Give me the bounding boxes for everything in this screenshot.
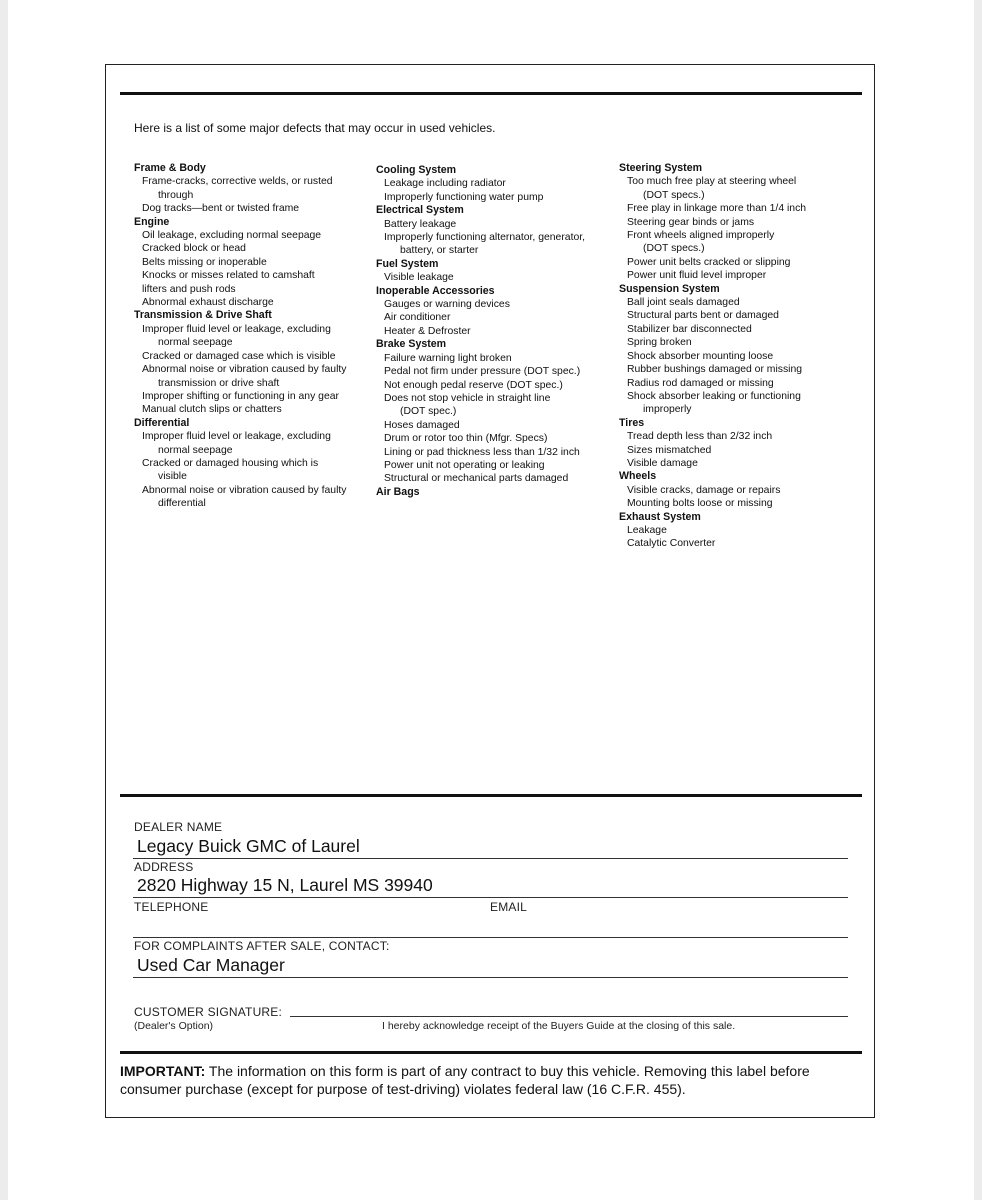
acknowledge-note: I hereby acknowledge receipt of the Buyers Guide at the closing of this sale. (382, 1020, 736, 1032)
defect-item-continuation: differential (158, 498, 206, 510)
defect-item-text: Battery leakage (384, 218, 457, 230)
defect-item-text: Knocks or misses related to camshaft (142, 270, 315, 282)
defect-item-text: Power unit belts cracked or slipping (627, 256, 791, 268)
defect-item (619, 430, 855, 443)
defect-item-text: Power unit not operating or leaking (384, 459, 545, 471)
defect-item (134, 296, 370, 309)
defect-item-text: Ball joint seals damaged (627, 297, 740, 309)
defect-item (619, 175, 855, 202)
defect-item-text: Front wheels aligned improperly (627, 230, 775, 242)
defect-item-text: Visible cracks, damage or repairs (627, 484, 781, 496)
defect-item (134, 484, 370, 511)
defect-item (619, 484, 855, 497)
defect-item-text: Power unit fluid level improper (627, 270, 767, 282)
important-text: The information on this form is part of any contract to buy this vehicle. Removing this label before consumer purchase (except for purpose of test-driving) violates federal law (16 C.F.R. 455). (120, 1063, 810, 1097)
important-label: IMPORTANT: (120, 1063, 206, 1079)
defect-item (134, 403, 370, 416)
defect-item-text: Stabilizer bar disconnected (627, 323, 752, 335)
dealer-name-line (133, 858, 848, 859)
defect-item-text: Improper fluid level or leakage, excluding (142, 323, 331, 335)
defect-item-text: Improperly functioning water pump (384, 191, 544, 203)
defect-section-title: Fuel System (376, 257, 439, 270)
defect-item-text: Leakage (627, 524, 667, 536)
defect-item-text: lifters and push rods (142, 283, 236, 295)
defect-item-text: Structural or mechanical parts damaged (384, 473, 569, 485)
defect-item (376, 379, 612, 392)
defect-item (376, 231, 612, 258)
defect-item-text: Abnormal exhaust discharge (142, 297, 274, 309)
intro-text: Here is a list of some major defects that may occur in used vehicles. (134, 121, 496, 135)
complaints-line (133, 977, 848, 978)
defect-item (619, 323, 855, 336)
complaints-label: FOR COMPLAINTS AFTER SALE, CONTACT: (134, 939, 390, 953)
defect-section-title: Air Bags (376, 485, 420, 498)
defect-item (134, 269, 370, 282)
defect-item (619, 216, 855, 229)
dealer-name-label: DEALER NAME (134, 820, 223, 834)
defect-item (619, 296, 855, 309)
defect-item-text: Heater & Defroster (384, 325, 471, 337)
defect-item-text: Lining or pad thickness less than 1/32 inch (384, 446, 580, 458)
defect-item-text: Too much free play at steering wheel (627, 176, 797, 188)
defect-section-title: Inoperable Accessories (376, 284, 495, 297)
defect-item (619, 256, 855, 269)
defect-item-continuation: through (158, 189, 194, 201)
defect-item-continuation: battery, or starter (400, 245, 479, 257)
address-label: ADDRESS (134, 860, 194, 874)
defect-item (376, 446, 612, 459)
defect-item-text: Hoses damaged (384, 419, 460, 431)
defect-item (619, 269, 855, 282)
defect-section-title: Exhaust System (619, 510, 701, 523)
top-rule (120, 92, 862, 95)
defect-item (619, 537, 855, 550)
defect-item-text: Improper shifting or functioning in any gear (142, 390, 339, 402)
defect-item (619, 202, 855, 215)
defects-column-1 (134, 162, 370, 511)
complaints-value: Used Car Manager (137, 955, 285, 975)
email-label: EMAIL (490, 900, 528, 914)
defect-item-text: Improperly functioning alternator, generator, (384, 232, 586, 244)
defect-item (619, 363, 855, 376)
telephone-label: TELEPHONE (134, 900, 209, 914)
dealer-name-value: Legacy Buick GMC of Laurel (137, 836, 360, 856)
defect-item (376, 177, 612, 190)
defect-item-text: Belts missing or inoperable (142, 256, 267, 268)
defect-item-continuation: transmission or drive shaft (158, 377, 280, 389)
defect-item (619, 524, 855, 537)
defect-item-text: Rubber bushings damaged or missing (627, 364, 803, 376)
defect-item-continuation: normal seepage (158, 444, 233, 456)
defect-item-text: Failure warning light broken (384, 352, 512, 364)
defect-item-text: Sizes mismatched (627, 444, 712, 456)
dealer-section-rule (120, 794, 862, 797)
defect-item-text: Visible leakage (384, 272, 454, 284)
defect-item-text: Shock absorber mounting loose (627, 350, 774, 362)
defect-item (134, 256, 370, 269)
defect-item (619, 390, 855, 417)
defect-item (134, 323, 370, 350)
defect-section-title: Electrical System (376, 204, 464, 217)
defect-item-continuation: (DOT specs.) (643, 243, 705, 255)
defect-item-text: Air conditioner (384, 312, 451, 324)
defect-item (619, 336, 855, 349)
defect-item-continuation: visible (158, 471, 187, 483)
defect-section-title: Frame & Body (134, 162, 206, 174)
defect-item-text: Cracked or damaged case which is visible (142, 350, 336, 362)
defect-item-continuation: improperly (643, 404, 692, 416)
defect-item-text: Steering gear binds or jams (627, 216, 755, 228)
defect-item (134, 430, 370, 457)
defect-item (134, 229, 370, 242)
defect-item-text: Structural parts bent or damaged (627, 310, 779, 322)
defect-item-text: Free play in linkage more than 1/4 inch (627, 203, 807, 215)
defect-item-text: Does not stop vehicle in straight line (384, 392, 551, 404)
defect-item (376, 472, 612, 485)
important-rule (120, 1051, 862, 1054)
defect-item-text: Leakage including radiator (384, 178, 506, 190)
defect-item-text: Spring broken (627, 337, 692, 349)
defect-item (376, 271, 612, 284)
defect-item-text: Mounting bolts loose or missing (627, 498, 773, 510)
defect-section-title: Transmission & Drive Shaft (134, 309, 272, 322)
defect-item-text: Abnormal noise or vibration caused by faulty (142, 364, 347, 376)
defect-item-text: Cracked block or head (142, 243, 246, 255)
defect-item-text: Tread depth less than 2/32 inch (627, 431, 773, 443)
important-notice (120, 1062, 850, 1098)
defects-column-2 (376, 164, 612, 499)
defect-item (619, 229, 855, 256)
defect-item-continuation: (DOT spec.) (400, 406, 457, 418)
defect-item (376, 298, 612, 311)
defect-item (134, 202, 370, 215)
defect-item-text: Gauges or warning devices (384, 299, 510, 311)
defect-item-continuation: (DOT specs.) (643, 189, 705, 201)
defect-item-continuation: normal seepage (158, 337, 233, 349)
defect-item-text: Drum or rotor too thin (Mfgr. Specs) (384, 433, 548, 445)
defect-section-title: Suspension System (619, 282, 720, 295)
defect-item-text: Cracked or damaged housing which is (142, 457, 319, 469)
defect-item (619, 350, 855, 363)
defect-section-title: Differential (134, 416, 190, 429)
defect-section-title: Cooling System (376, 164, 457, 176)
defect-item-text: Catalytic Converter (627, 538, 716, 550)
telephone-line (133, 937, 848, 938)
signature-line[interactable] (290, 1016, 848, 1017)
defect-item-text: Shock absorber leaking or functioning (627, 390, 801, 402)
defect-item (134, 390, 370, 403)
defect-item (376, 365, 612, 378)
defect-item (376, 352, 612, 365)
defect-section-title: Brake System (376, 338, 447, 351)
defect-item (376, 311, 612, 324)
defect-item (376, 432, 612, 445)
defect-section-title: Engine (134, 215, 170, 228)
defect-item-text: Oil leakage, excluding normal seepage (142, 230, 322, 242)
defect-item (619, 377, 855, 390)
defect-item-text: Frame-cracks, corrective welds, or rusted (142, 176, 333, 188)
dealer-option-note: (Dealer's Option) (134, 1020, 214, 1032)
defect-item (376, 325, 612, 338)
defect-item-text: Visible damage (627, 457, 698, 469)
defect-item-text: Dog tracks—bent or twisted frame (142, 203, 300, 215)
defect-item (376, 392, 612, 419)
defect-item-text: Radius rod damaged or missing (627, 377, 774, 389)
defect-item-text: Improper fluid level or leakage, excluding (142, 431, 331, 443)
defect-item (376, 459, 612, 472)
defect-section-title: Tires (619, 416, 645, 429)
defect-item-text: Abnormal noise or vibration caused by faulty (142, 484, 347, 496)
defect-section-title: Steering System (619, 162, 703, 174)
defect-item (134, 363, 370, 390)
signature-label: CUSTOMER SIGNATURE: (134, 1005, 283, 1019)
defect-item-text: Not enough pedal reserve (DOT spec.) (384, 379, 563, 391)
defect-item (619, 309, 855, 322)
defect-item (376, 419, 612, 432)
defect-item (619, 457, 855, 470)
defect-item (619, 444, 855, 457)
defect-item (134, 350, 370, 363)
defect-item-text: Pedal not firm under pressure (DOT spec.) (384, 366, 581, 378)
address-value: 2820 Highway 15 N, Laurel MS 39940 (137, 875, 433, 895)
defect-item (134, 242, 370, 255)
defect-item (619, 497, 855, 510)
defects-column-3 (619, 162, 855, 551)
defect-item (134, 283, 370, 296)
defect-item (134, 457, 370, 484)
address-line (133, 897, 848, 898)
defect-item (376, 191, 612, 204)
defect-item (134, 175, 370, 202)
defect-item-text: Manual clutch slips or chatters (142, 404, 282, 416)
defect-section-title: Wheels (619, 470, 657, 483)
defect-item (376, 218, 612, 231)
